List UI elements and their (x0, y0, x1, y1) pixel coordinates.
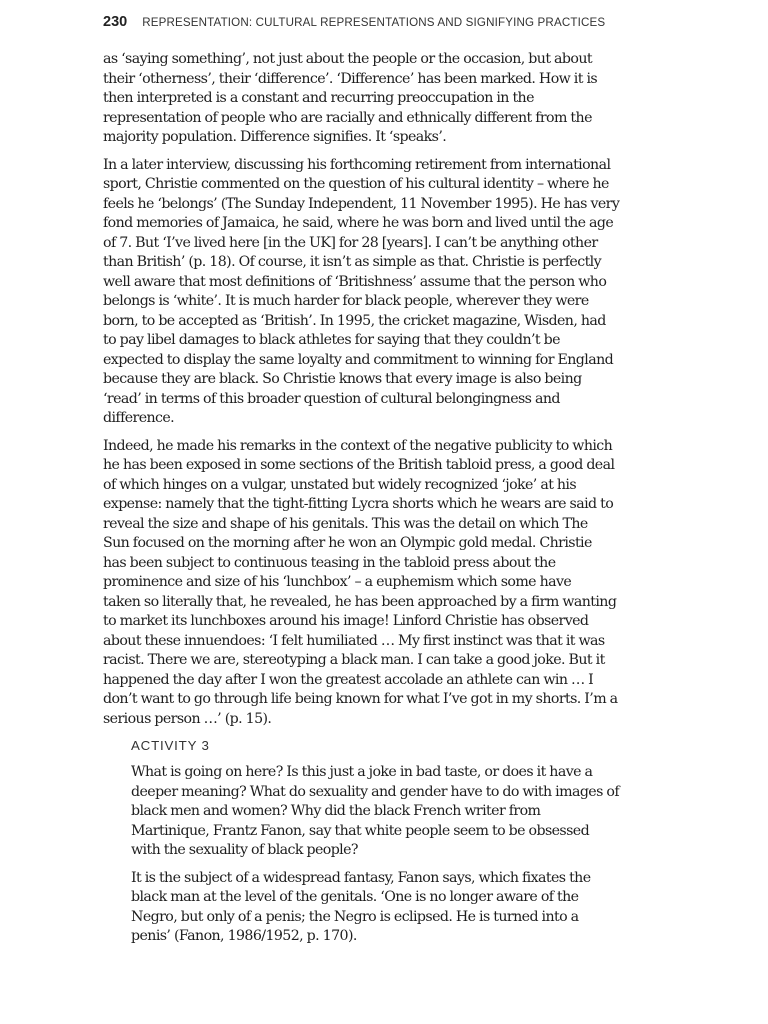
activity-paragraph-2 (131, 869, 639, 947)
text-line: taken so literally that, he revealed, he has been approached by a firm wanting (103, 593, 617, 610)
text-line: In a later interview, discussing his forthcoming retirement from international (103, 156, 611, 173)
text-line: serious person …’ (p. 15). (103, 710, 272, 727)
paragraph-1 (103, 50, 639, 148)
text-line: about these innuendoes: ‘I felt humiliated … My first instinct was that it was (103, 632, 605, 649)
text-line: prominence and size of his ‘lunchbox’ – a euphemism which some have (103, 574, 572, 590)
text-line: to market its lunchboxes around his image! Linford Christie has observed (103, 613, 589, 629)
text-line: Sun focused on the morning after he won an Olympic gold medal. Christie (103, 535, 592, 551)
running-head: REPRESENTATION: CULTURAL REPRESENTATIONS AND SIGNIFYING PRACTICES (142, 16, 606, 29)
text-line: don’t want to go through life being known for what I’ve got in my shorts. I’m a (103, 691, 618, 707)
text-line: of which hinges on a vulgar, unstated but widely recognized ‘joke’ at his (103, 476, 577, 493)
text-line: black men and women? Why did the black French writer from (131, 803, 541, 819)
text-line: because they are black. So Christie knows that every image is also being (103, 371, 582, 387)
text-line: difference. (103, 410, 175, 426)
text-line: fond memories of Jamaica, he said, where he was born and lived until the age (103, 215, 614, 231)
text-line: well aware that most definitions of ‘Britishness’ assume that the person who (103, 273, 607, 290)
text-line: racist. There we are, stereotyping a black man. I can take a good joke. But it (103, 652, 605, 668)
text-line: of 7. But ‘I’ve lived here [in the UK] for 28 [years]. I can’t be anything other (103, 234, 598, 251)
text-line: born, to be accepted as ‘British’. In 1995, the cricket magazine, Wisden, had (103, 312, 606, 329)
text-line: ‘read’ in terms of this broader question of cultural belongingness and (103, 390, 560, 407)
activity-box (131, 737, 639, 947)
text-line: expected to display the same loyalty and commitment to winning for England (103, 351, 614, 368)
activity-title: ACTIVITY 3 (131, 738, 210, 753)
text-line: feels he ‘belongs’ (The Sunday Independent, 11 November 1995). He has very (103, 195, 620, 212)
text-line: It is the subject of a widespread fantasy, Fanon says, which fixates the (131, 869, 591, 886)
text-line: What is going on here? Is this just a joke in bad taste, or does it have a (131, 764, 593, 780)
text-line: majority population. Difference signifies. It ‘speaks’. (103, 129, 447, 145)
text-line: reveal the size and shape of his genitals. This was the detail on which The (103, 515, 588, 532)
paragraph-2 (103, 156, 639, 429)
paragraph-3 (103, 437, 639, 730)
body-text (103, 50, 639, 955)
text-line: black man at the level of the genitals. ‘One is no longer aware of the (131, 889, 579, 905)
text-line: than British’ (p. 18). Of course, it isn’t as simple as that. Christie is perfectly (103, 254, 602, 270)
text-line: penis’ (Fanon, 1986/1952, p. 170). (131, 928, 357, 944)
text-line: as ‘saying something’, not just about the people or the occasion, but about (103, 51, 592, 67)
text-line: Negro, but only of a penis; the Negro is eclipsed. He is turned into a (131, 908, 579, 925)
text-line: with the sexuality of black people? (131, 842, 358, 858)
text-line: happened the day after I won the greatest accolade an athlete can win … I (103, 671, 594, 688)
text-line: has been subject to continuous teasing in the tabloid press about the (103, 554, 556, 571)
text-line: then interpreted is a constant and recurring preoccupation in the (103, 90, 534, 106)
text-line: their ‘otherness’, their ‘difference’. ‘Difference’ has been marked. How it is (103, 70, 598, 87)
text-line: Martinique, Frantz Fanon, say that white people seem to be obsessed (131, 822, 590, 839)
text-line: belongs is ‘white’. It is much harder for black people, wherever they were (103, 293, 589, 309)
text-line: Indeed, he made his remarks in the context of the negative publicity to which (103, 437, 613, 454)
activity-paragraph-1 (131, 763, 639, 861)
text-line: representation of people who are racially and ethnically different from the (103, 109, 592, 126)
text-line: expense: namely that the tight-fitting Lycra shorts which he wears are said to (103, 496, 614, 512)
text-line: to pay libel damages to black athletes for saying that they couldn’t be (103, 332, 560, 348)
page-number: 230 (103, 14, 128, 30)
text-line: deeper meaning? What do sexuality and gender have to do with images of (131, 783, 619, 800)
text-line: sport, Christie commented on the question of his cultural identity – where he (103, 176, 609, 192)
text-line: he has been exposed in some sections of the British tabloid press, a good deal (103, 457, 615, 473)
page-header (103, 14, 663, 30)
